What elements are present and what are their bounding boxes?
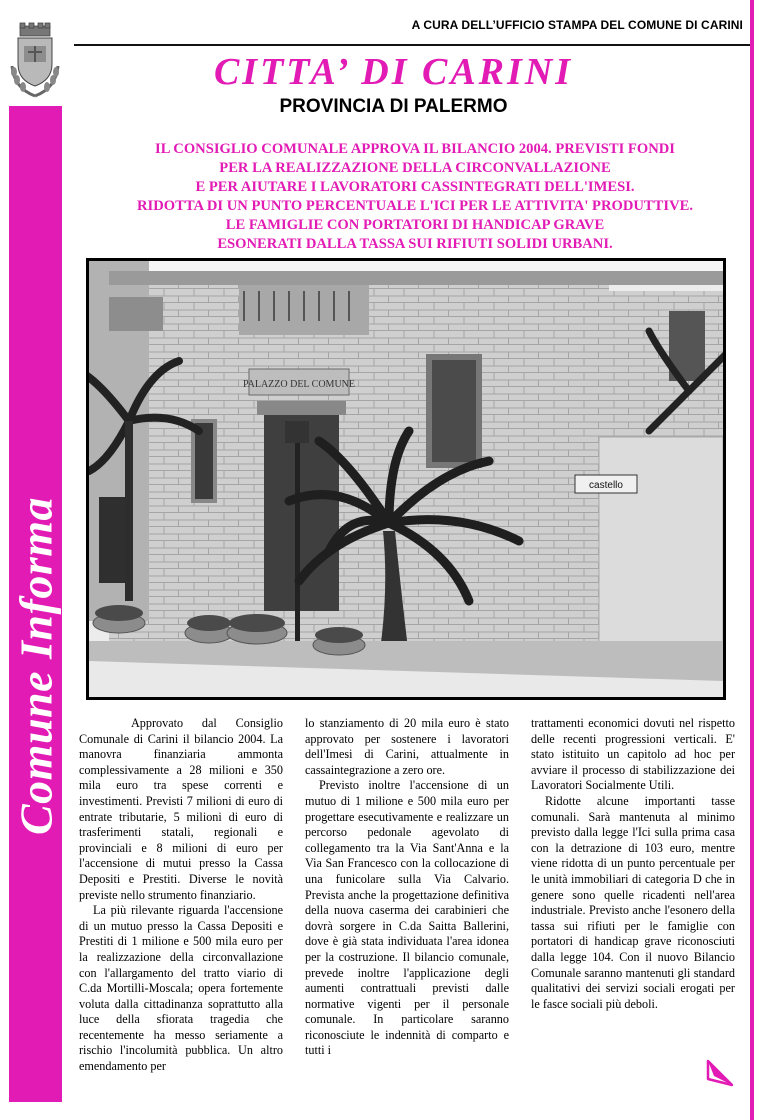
right-border-rule (750, 0, 754, 1120)
headline-line: PER LA REALIZZAZIONE DELLA CIRCONVALLAZIONE (219, 160, 611, 176)
header-note: A CURA DELL’UFFICIO STAMPA DEL COMUNE DI CARINI (411, 18, 743, 32)
headline-line: E PER AIUTARE I LAVORATORI CASSINTEGRATI DELL'IMESI. (195, 179, 635, 195)
street-sign: castello (589, 480, 623, 491)
article-paragraph: Previsto inoltre l'accensione di un mutuo di 1 milione e 500 mila euro per progettare esecutivamente e realizzare un percorso pedonale agevolato di collegamento tra la Via Sant'Anna e la Via San Francesco con la collocazione di una funicolare sulla Via Calvario. Prevista anche la progettazione definitiva della nuova caserma dei carabinieri che dovrà sorgere in C.da Saitta Ballerini, dove è già stata individuata l'area idonea per la costruzione. Il bilancio comunale, prevede inoltre l'applicazione degli aumenti contrattuali previsti dalle normative vigenti per il personale comunale. In particolare saranno riconosciute le indennità di comparto e tutti i (305, 778, 509, 1058)
headline-line: LE FAMIGLIE CON PORTATORI DI HANDICAP GRAVE (225, 217, 605, 233)
article-paragraph: Approvato dal Consiglio Comunale di Carini il bilancio 2004. La manovra finanziaria ammonta complessivamente a 28 milioni e 350 mila euro tra spese correnti e investimenti. Previsti 7 milioni di euro di entrate tributarie, 5 milioni di euro di trasferimenti statali, regionali e provinciali e 8 milioni di euro per l'accensione di mutui presso la Cassa Depositi e Prestiti. Diverse le novità previste nello strumento finanziario. (79, 716, 283, 902)
headline (80, 140, 750, 254)
article-paragraph: La più rilevante riguarda l'accensione di un mutuo presso la Cassa Depositi e Prestiti di 1 milione e 500 mila euro per la realizzazione della circonvallazione con l'allargamento del tratto viario di C.da Mortilli-Moscala; opera fortemente voluta dalla cittadinanza soprattutto alla luce della sfiorata tragedia che recentemente ha messo seriamente a rischio l'incolumità pubblica. Un altro emendamento per (79, 903, 283, 1074)
article-column-2 (305, 716, 509, 1059)
article-paragraph: Ridotte alcune importanti tasse comunali. Sarà mantenuta al minimo previsto dalla legge l'Ici sulla prima casa con la detrazione di 103 euro, mentre viene ridotta di un punto percentuale per le unità immobiliari di categoria D che in genere sono quelle ricadenti nell'area industriale. Previsto anche l'esonero della tassa sui rifiuti per le famiglie con portatori di handicap grave riconosciuti dalla legge 104. Con il nuovo Bilancio Comunale saranno mantenuti gli standard qualitativi dei servizi sociali erogati per le fasce sociali più deboli. (531, 793, 735, 1011)
headline-line: RIDOTTA DI UN PUNTO PERCENTUALE L'ICI PER LE ATTIVITA' PRODUTTIVE. (136, 198, 693, 214)
article-paragraph: lo stanziamento di 20 mila euro è stato approvato per sostenere i lavoratori dell'Imesi di Carini, attualmente in cassaintegrazione a zero ore. (305, 716, 509, 777)
article-column-3 (531, 716, 735, 1012)
article-paragraph: trattamenti economici dovuti nel rispetto delle recenti progressioni verticali. E' stato istituito un capitolo ad hoc per avviare il processo di stabilizzazione dei Lavoratori Socialmente Utili. (531, 716, 735, 793)
article-column-1 (79, 716, 283, 1075)
headline-line: ESONERATI DALLA TASSA SUI RIFIUTI SOLIDI URBANI. (217, 236, 613, 252)
sidebar-banner (9, 106, 62, 1102)
next-page-arrow-icon[interactable] (705, 1058, 735, 1088)
building-sign: PALAZZO DEL COMUNE (242, 379, 356, 390)
sidebar-title: Comune Informa (10, 496, 61, 836)
headline-line: IL CONSIGLIO COMUNALE APPROVA IL BILANCIO 2004. PREVISTI FONDI (155, 141, 675, 157)
town-hall-photo (86, 258, 726, 700)
city-title: CITTA’ DI CARINI (213, 51, 574, 93)
header-rule (74, 44, 750, 46)
province-subtitle: PROVINCIA DI PALERMO (279, 96, 508, 117)
